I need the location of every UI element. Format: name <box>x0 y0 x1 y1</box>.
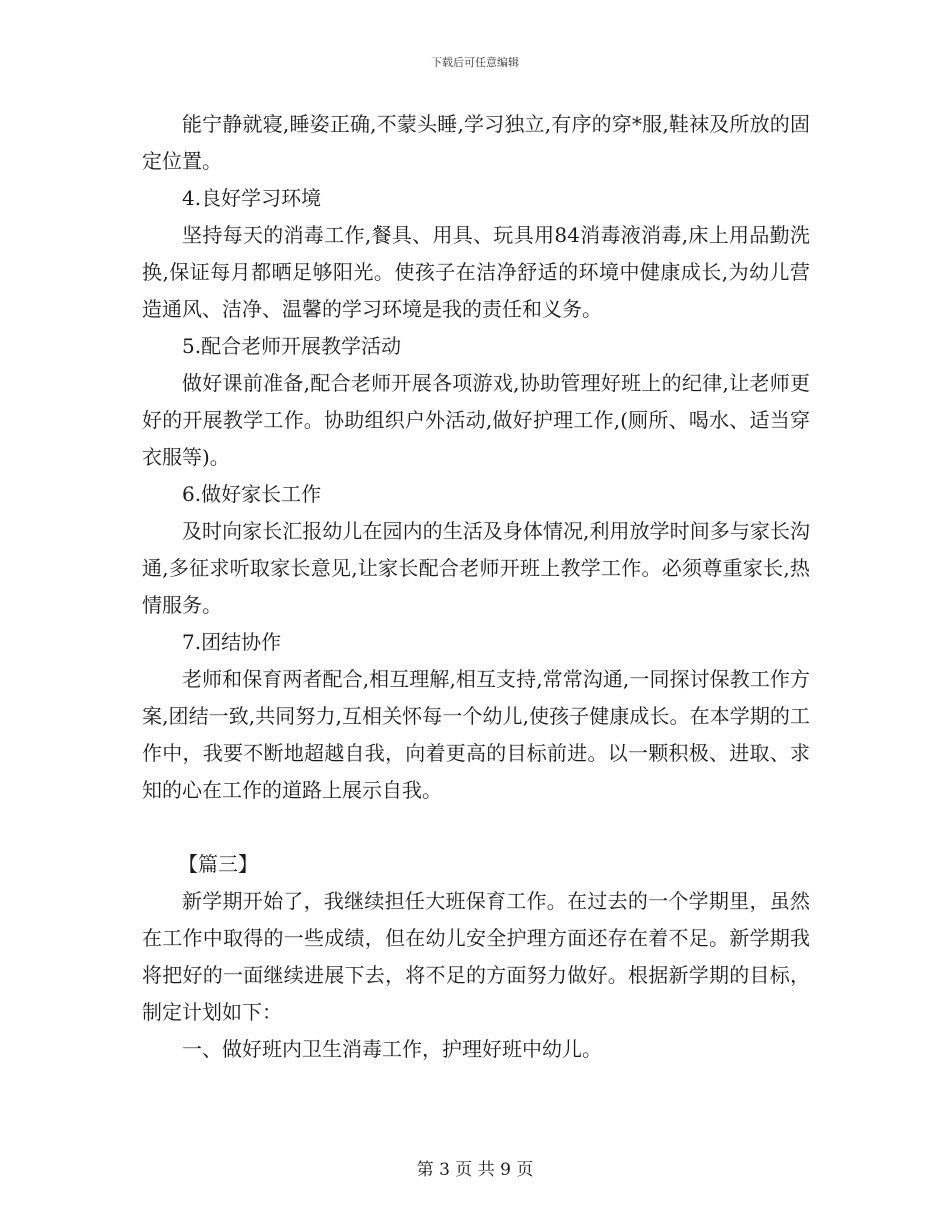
page-footer: 第 3 页 共 9 页 <box>416 1160 534 1180</box>
paragraph: 坚持每天的消毒工作,餐具、用具、玩具用84消毒液消毒,床上用品勤洗换,保证每月都晒足够阳光。使孩子在洁净舒适的环境中健康成长,为幼儿营造通风、洁净、温馨的学习环境是我的责任和义务。 <box>142 223 810 321</box>
page-header: 下载后可任意编辑 <box>431 56 519 69</box>
paragraph: 做好课前准备,配合老师开展各项游戏,协助管理好班上的纪律,让老师更好的开展教学工作。协助组织户外活动,做好护理工作,(厕所、喝水、适当穿衣服等)。 <box>142 371 810 469</box>
paragraph: 老师和保育两者配合,相互理解,相互支持,常常沟通,一同探讨保教工作方案,团结一致,共同努力,互相关怀每一个幼儿,使孩子健康成长。在本学期的工作中，我要不断地超越自我，向着更高的目标前进。以一颗积极、进取、求知的心在工作的道路上展示自我。 <box>142 667 810 802</box>
paragraph: 一、做好班内卫生消毒工作，护理好班中幼儿。 <box>182 1037 602 1061</box>
paragraph: 及时向家长汇报幼儿在园内的生活及身体情况,利用放学时间多与家长沟通,多征求听取家长意见,让家长配合老师开班上教学工作。必须尊重家长,热情服务。 <box>142 519 810 617</box>
section-title: 【篇三】 <box>178 852 258 876</box>
list-heading: 6.做好家长工作 <box>182 482 322 506</box>
paragraph: 能宁静就寝,睡姿正确,不蒙头睡,学习独立,有序的穿*服,鞋袜及所放的固定位置。 <box>142 112 810 173</box>
section-gap <box>142 809 810 846</box>
list-heading: 4.良好学习环境 <box>182 186 322 210</box>
paragraph: 新学期开始了，我继续担任大班保育工作。在过去的一个学期里，虽然在工作中取得的一些成绩，但在幼儿安全护理方面还存在着不足。新学期我将把好的一面继续进展下去，将不足的方面努力做好。根据新学期的目标，制定计划如下： <box>142 889 810 1024</box>
document-body <box>142 106 810 1068</box>
list-heading: 5.配合老师开展教学活动 <box>182 334 402 358</box>
list-heading: 7.团结协作 <box>182 630 282 654</box>
